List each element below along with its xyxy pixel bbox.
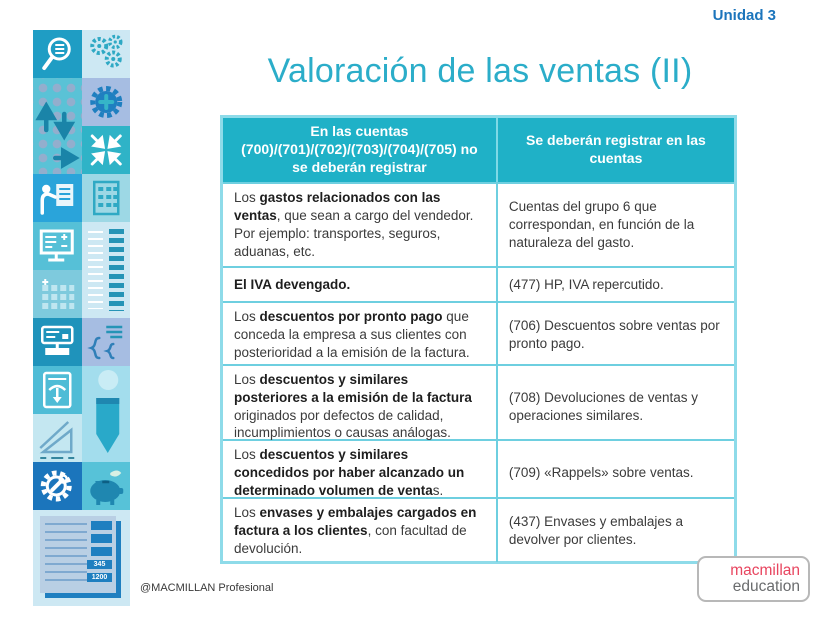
document-download-icon xyxy=(33,366,82,414)
cell-text-prefix: Los xyxy=(234,190,260,206)
table-row xyxy=(223,301,734,364)
code-braces-icon xyxy=(82,318,131,366)
gears-icon xyxy=(82,30,131,78)
macmillan-logo xyxy=(697,556,810,602)
cell-text-rest: originados por defectos de calidad, incumplimientos o causas análogas. xyxy=(234,407,451,441)
cell-left xyxy=(223,441,496,504)
piggy-bank-icon-tile xyxy=(82,462,131,510)
cell-text xyxy=(234,371,485,442)
table-row xyxy=(223,497,734,561)
table-row xyxy=(223,182,734,266)
macmillan-logo-line1: macmillan xyxy=(730,562,800,579)
pencil-icon-tile xyxy=(82,366,131,462)
abacus-icon xyxy=(82,174,131,222)
cell-left xyxy=(223,303,496,366)
table-row xyxy=(223,364,734,439)
table-header-left: En las cuentas (700)/(701)/(702)/(703)/(704)/(705) no se deberán registrar xyxy=(241,123,478,175)
cash-register-icon xyxy=(33,318,82,366)
cell-text-prefix: Los xyxy=(234,309,260,324)
cell-text-rest: , con facultad de devolución. xyxy=(234,522,467,556)
table-header-right: Se deberán registrar en las cuentas xyxy=(496,118,734,182)
ledger-chip xyxy=(91,547,112,556)
gears-icon-tile xyxy=(82,30,131,78)
compress-arrows-icon xyxy=(82,126,131,174)
cell-text xyxy=(234,276,350,294)
cell-left xyxy=(223,184,496,266)
cell-right: (708) Devoluciones de ventas y operaciones similares. xyxy=(496,366,734,447)
cell-text xyxy=(234,504,485,557)
ruler-pen-icon-tile xyxy=(33,414,82,462)
ledger-document-icon-tile xyxy=(33,510,130,606)
cell-text-prefix: Los xyxy=(234,372,260,387)
ledger-chips xyxy=(87,521,112,582)
search-document-icon xyxy=(33,30,82,78)
cell-right: (437) Envases y embalajes a devolver por clientes. xyxy=(496,499,734,562)
cell-text xyxy=(234,189,485,260)
cell-right: (706) Descuentos sobre ventas por pronto pago. xyxy=(496,303,734,366)
piggy-bank-icon xyxy=(82,462,131,510)
ledger-document xyxy=(40,516,116,593)
cell-text-bold: descuentos por pronto pago xyxy=(259,309,443,324)
cell-left xyxy=(223,499,496,562)
gear-wrench-icon xyxy=(33,462,82,510)
list-bars-icon-tile xyxy=(82,222,131,318)
abacus-icon-tile xyxy=(82,174,131,222)
cell-text xyxy=(234,446,485,499)
monitor-adjust-icon-tile xyxy=(33,222,82,270)
credit-text: @MACMILLAN Profesional xyxy=(140,582,274,594)
document-download-icon-tile xyxy=(33,366,82,414)
search-document-icon-tile xyxy=(33,30,82,78)
calculator-icon-tile xyxy=(33,270,82,318)
page-title: Valoración de las ventas (II) xyxy=(267,52,693,90)
table-row xyxy=(223,439,734,497)
sort-arrows-icon-tile xyxy=(33,78,82,174)
ruler-pen-icon xyxy=(33,414,82,462)
gear-wrench-icon-tile xyxy=(33,462,82,510)
ledger-number: 1200 xyxy=(87,573,112,582)
accounts-table xyxy=(220,115,737,564)
calculator-icon xyxy=(33,270,82,318)
presenter-icon-tile xyxy=(33,174,82,222)
cell-text-bold: El IVA devengado. xyxy=(234,276,351,292)
ledger-chip xyxy=(91,534,112,543)
gear-plus-icon-tile xyxy=(82,78,131,126)
cell-right: (477) HP, IVA repercutido. xyxy=(496,268,734,301)
cell-text-rest: , que sean a cargo del vendedor. Por ejemplo: transportes, seguros, aduanas, etc. xyxy=(234,208,474,259)
sort-arrows-icon xyxy=(33,78,82,174)
macmillan-logo-line2: education xyxy=(732,578,800,595)
monitor-adjust-icon xyxy=(33,222,82,270)
code-braces-icon-tile xyxy=(82,318,131,366)
unit-label: Unidad 3 xyxy=(712,7,776,24)
ledger-chip xyxy=(91,521,112,530)
compress-arrows-icon-tile xyxy=(82,126,131,174)
cell-text-rest: s. xyxy=(432,482,444,498)
cell-text-bold: descuentos y similares posteriores a la emisión de la factura xyxy=(234,372,472,405)
cell-right: Cuentas del grupo 6 que correspondan, en función de la naturaleza del gasto. xyxy=(496,184,734,266)
cash-register-icon-tile xyxy=(33,318,82,366)
icon-mosaic-sidebar xyxy=(33,30,130,606)
cell-text-rest: que conceda la empresa a sus clientes con posterioridad a la emisión de la factura. xyxy=(234,309,470,360)
cell-right: (709) «Rappels» sobre ventas. xyxy=(496,441,734,504)
ledger-number: 345 xyxy=(87,560,112,569)
cell-text-bold: gastos relacionados con las ventas xyxy=(234,190,441,224)
pencil-icon xyxy=(82,366,131,462)
cell-text-bold: descuentos y similares concedidos por haber alcanzado un determinado volumen de venta xyxy=(234,447,465,498)
cell-left xyxy=(223,366,496,447)
cell-text-bold: envases y embalajes cargados en factura a los clientes xyxy=(234,505,477,538)
cell-text-prefix: Los xyxy=(234,447,260,462)
cell-text xyxy=(234,308,485,361)
ledger-lines xyxy=(45,523,87,587)
cell-left xyxy=(223,268,496,301)
cell-text-prefix: Los xyxy=(234,505,260,520)
table-row xyxy=(223,266,734,301)
table-header-row xyxy=(223,118,734,182)
presenter-icon xyxy=(33,174,82,222)
gear-plus-icon xyxy=(82,78,131,126)
